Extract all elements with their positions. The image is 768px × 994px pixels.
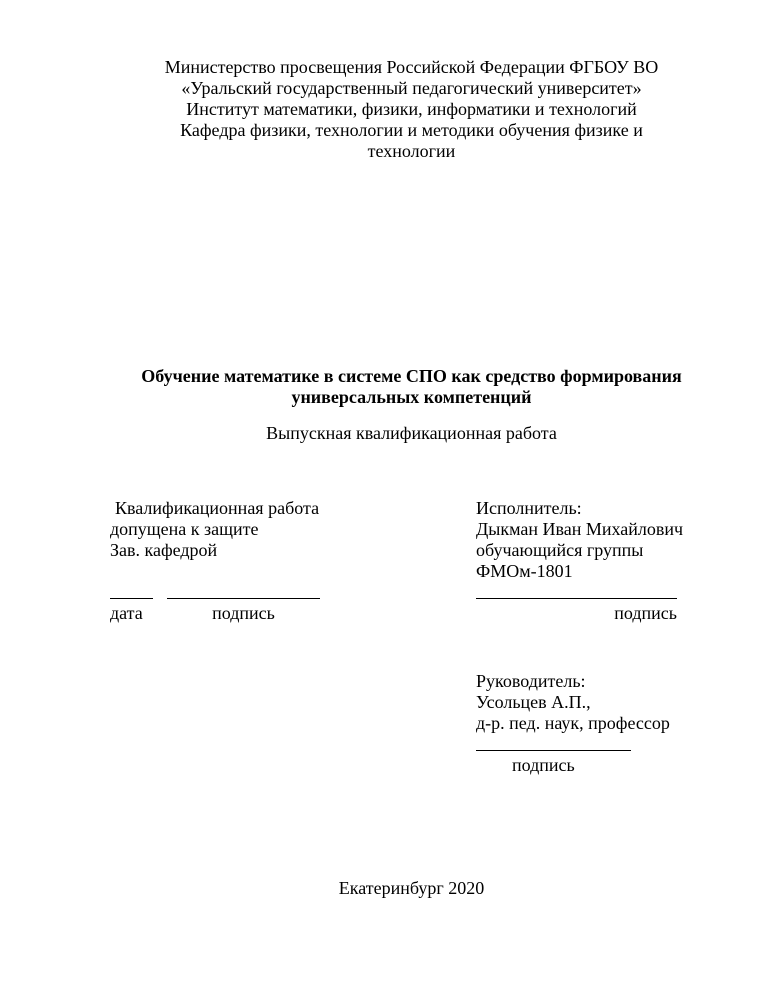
header-line: «Уральский государственный педагогический университет» [181, 78, 642, 98]
supervisor-line: д-р. пед. наук, профессор [476, 713, 670, 733]
signature-fill-line [476, 582, 677, 599]
supervisor-signature-row [476, 734, 691, 755]
city-year-footer: Екатеринбург 2020 [338, 878, 485, 898]
thesis-title-line: универсальных компетенций [291, 387, 532, 407]
university-header [110, 57, 713, 162]
executor-label-row [476, 603, 691, 624]
approval-line: допущена к защите [110, 519, 259, 539]
executor-signature-row [476, 582, 691, 603]
approval-line: Квалификационная работа [115, 498, 320, 518]
spacer [110, 561, 390, 582]
header-line: Кафедра физики, технологии и методики обучения физике и [180, 120, 643, 140]
approval-line: Зав. кафедрой [110, 540, 218, 560]
header-line: Институт математики, физики, информатики и технологий [186, 99, 637, 119]
supervisor-label-row [476, 755, 691, 776]
signature-label: подпись [512, 755, 575, 775]
signature-fill-line [476, 734, 631, 751]
supervisor-line: Усольцев А.П., [476, 692, 591, 712]
signature-label: подпись [614, 603, 677, 623]
header-line: Министерство просвещения Российской Федерации ФГБОУ ВО [164, 57, 659, 77]
work-type-subtitle: Выпускная квалификационная работа [266, 423, 557, 443]
supervisor-block [476, 671, 691, 776]
supervisor-line: Руководитель: [476, 671, 586, 691]
date-fill-line [110, 582, 153, 599]
executor-line: ФМОм-1801 [476, 561, 573, 581]
approval-signature-row [110, 582, 390, 603]
signature-fill-line [167, 582, 320, 599]
thesis-title-line: Обучение математике в системе СПО как средство формирования [141, 366, 682, 386]
signature-label: подпись [212, 603, 275, 623]
date-label: дата [110, 603, 143, 623]
thesis-title [110, 366, 713, 408]
executor-block [476, 498, 691, 624]
header-line: технологии [367, 141, 456, 161]
executor-line: обучающийся группы [476, 540, 644, 560]
approval-label-row [110, 603, 390, 624]
executor-line: Исполнитель: [476, 498, 582, 518]
approval-block [110, 498, 390, 624]
executor-line: Дыкман Иван Михайлович [476, 519, 684, 539]
